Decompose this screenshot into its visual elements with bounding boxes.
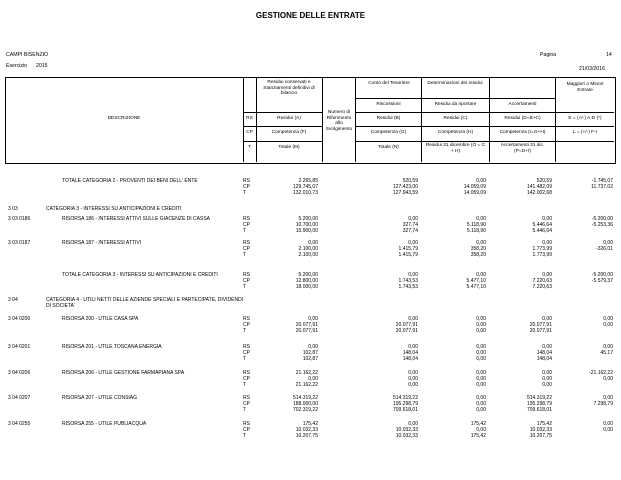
row-value: 14.059,09 (463, 184, 486, 190)
row-type: T (243, 252, 247, 258)
row-value: 15.900,00 (295, 228, 318, 234)
row-value: 0,00 (408, 344, 418, 350)
row-type: T (243, 433, 247, 439)
row-type: CP (243, 278, 250, 284)
row-value: 0,00 (542, 240, 552, 246)
row-value: 0,00 (408, 240, 418, 246)
row-type: T (243, 382, 247, 388)
row-value: 148,04 (402, 356, 418, 362)
row-value: 0,00 (603, 421, 613, 427)
row-description: TOTALE CATEGORIA 3 - INTERESSI SU ANTICIPAZIONI E CREDITI (62, 272, 218, 278)
row-description: CATEGORIA 3 - INTERESSI SU ANTICIPAZIONI E CREDITI (46, 206, 182, 212)
row-value: 0,00 (542, 216, 552, 222)
row-value: 0,00 (308, 240, 318, 246)
row-value: 102,87 (302, 356, 318, 362)
row-value: 12.800,00 (295, 278, 318, 284)
row-value: 195.298,79 (526, 401, 552, 407)
row-type: RS (243, 178, 250, 184)
row-type: RS (243, 240, 250, 246)
exercise-label: Esercizio (6, 63, 28, 69)
header-competenza-igh: Competenza (I=G+H) (499, 130, 546, 135)
row-type: CP (243, 376, 250, 382)
row-value: 5.118,90 (466, 228, 486, 234)
row-value: 21.162,22 (295, 370, 318, 376)
row-value: 5.446,64 (532, 222, 552, 228)
row-value: 10.032,33 (529, 427, 552, 433)
row-value: 1.773,99 (532, 252, 552, 258)
row-value: 142.002,68 (526, 190, 552, 196)
row-value: 0,00 (408, 272, 418, 278)
header-l-formula: L = (+/-) F-I (572, 130, 598, 135)
row-type: CP (243, 401, 250, 407)
row-value: 2.100,00 (298, 246, 318, 252)
header-riscossioni: Riscossioni (376, 102, 401, 107)
row-value: 0,00 (476, 350, 486, 356)
header-residui-c: Residui (C) (443, 116, 468, 121)
header-residui-31: Residui 31 dicembre (O = C + H) (425, 143, 486, 154)
header-conto-tesoriere: Conto del Tesoriere (368, 81, 410, 86)
row-value: 188.000,00 (292, 401, 318, 407)
header-numero-riferimento: Numero di Riferimento allo Svolgimento (325, 110, 353, 132)
row-value: 148,04 (402, 350, 418, 356)
row-value: 0,00 (476, 216, 486, 222)
row-value: 709.618,01 (392, 407, 418, 413)
header-accertamenti-31: Accertamenti 31 dic. (P=D+I) (500, 143, 545, 154)
row-value: 709.618,01 (526, 407, 552, 413)
row-type: CP (243, 322, 250, 328)
row-value: 0,00 (408, 382, 418, 388)
row-value: -326,01 (596, 246, 613, 252)
row-value: 0,00 (476, 272, 486, 278)
row-value: 0,00 (476, 407, 486, 413)
header-residui-riportare: Residui da riportare (434, 102, 477, 107)
row-value: 148,04 (536, 356, 552, 362)
row-value: 0,00 (476, 376, 486, 382)
row-description: RISORSA 200 - UTILE CASA SPA (62, 316, 139, 322)
row-value: 0,00 (542, 272, 552, 278)
row-value: 0,00 (542, 376, 552, 382)
row-type: T (243, 190, 247, 196)
row-description: RISORSA 255 - UTILE PUBLIACQUA (62, 421, 147, 427)
row-value: 0,00 (408, 421, 418, 427)
row-value: 11.737,02 (591, 184, 613, 190)
row-value: 0,00 (476, 316, 486, 322)
row-value: 175,42 (470, 421, 486, 427)
row-value: 5.118,90 (466, 222, 486, 228)
row-type: CP (243, 350, 250, 356)
row-value: 0,00 (603, 376, 613, 382)
row-value: 0,00 (308, 316, 318, 322)
exercise-year: 2015 (36, 63, 48, 69)
row-type: T (243, 328, 247, 334)
header-residui-a: Residui (A) (277, 116, 301, 121)
header-e-formula: E = (+/-) A-D (*) (568, 116, 602, 121)
row-value: 702.319,22 (292, 407, 318, 413)
row-code: 3 04 0206 (8, 370, 31, 376)
row-value: 14.059,09 (463, 190, 486, 196)
row-value: 0,00 (408, 316, 418, 322)
page-title: GESTIONE DELLE ENTRATE (255, 11, 366, 20)
row-value: 175,42 (470, 433, 486, 439)
row-code: 3 03 0187 (8, 240, 31, 246)
row-value: 10.032,33 (295, 427, 318, 433)
row-value: -5.579,37 (591, 278, 613, 284)
row-value: 514.319,22 (392, 395, 418, 401)
row-code: 3 04 0207 (8, 395, 31, 401)
row-value: 0,00 (476, 178, 486, 184)
row-value: 7.220,63 (532, 278, 552, 284)
row-value: 21.162,22 (295, 382, 318, 388)
row-value: 0,00 (476, 427, 486, 433)
row-value: 0,00 (476, 322, 486, 328)
header-descrizione: DESCRIZIONE (107, 116, 141, 121)
row-value: 327,74 (402, 222, 418, 228)
row-value: 358,20 (470, 246, 486, 252)
header-cp: CP (246, 130, 253, 135)
row-type: RS (243, 216, 250, 222)
header-totale-m: Totale (M) (278, 145, 300, 150)
row-value: 0,00 (476, 401, 486, 407)
row-value: 0,00 (408, 216, 418, 222)
row-value: 0,00 (476, 356, 486, 362)
row-value: 20.077,91 (295, 322, 318, 328)
row-value: 10.032,33 (395, 427, 418, 433)
row-value: 0,00 (603, 322, 613, 328)
page-number: 14 (606, 52, 612, 58)
row-value: 0,00 (476, 328, 486, 334)
row-type: CP (243, 184, 250, 190)
row-value: 148,04 (536, 350, 552, 356)
header-maggiori-minori: Maggiori o Minori Entrate (566, 82, 604, 93)
header-competenza-h: Competenza (H) (437, 130, 474, 135)
row-value: -5.253,36 (591, 222, 613, 228)
row-value: 520,59 (536, 178, 552, 184)
row-type: RS (243, 421, 250, 427)
row-value: 5.477,10 (466, 278, 486, 284)
row-value: 20.077,91 (295, 328, 318, 334)
row-value: 0,00 (542, 370, 552, 376)
row-description: RISORSA 206 - UTILE GESTIONE FARMAPIANA SPA (62, 370, 185, 376)
row-value: 0,00 (603, 395, 613, 401)
row-description: RISORSA 207 - UTILE CONSIAG (62, 395, 138, 401)
header-totale-n: Totale (N) (378, 145, 399, 150)
row-value: 10.207,75 (295, 433, 318, 439)
row-description: RISORSA 187 - INTERESSI ATTIVI (62, 240, 142, 246)
row-type: T (243, 356, 247, 362)
row-value: 1.415,79 (398, 246, 418, 252)
row-value: 358,20 (470, 252, 486, 258)
row-description: RISORSA 186 - INTERESSI ATTIVI SULLE GIACENZE DI CASSA (62, 216, 211, 222)
row-value: 5.477,10 (466, 284, 486, 290)
row-description: RISORSA 201 - UTILE TOSCANA ENERGIA (62, 344, 162, 350)
row-type: RS (243, 370, 250, 376)
row-value: 1.743,53 (398, 278, 418, 284)
row-value: 1.415,79 (398, 252, 418, 258)
row-value: 0,00 (308, 344, 318, 350)
row-value: 20.077,91 (529, 322, 552, 328)
row-value: -5.200,00 (591, 272, 613, 278)
row-value: 127.423,00 (392, 184, 418, 190)
row-value: 141.482,09 (526, 184, 552, 190)
row-value: 132.010,73 (292, 190, 318, 196)
row-value: 0,00 (476, 382, 486, 388)
row-value: 0,00 (603, 427, 613, 433)
row-value: 5.446,64 (532, 228, 552, 234)
row-value: 175,42 (302, 421, 318, 427)
row-value: 127.943,59 (392, 190, 418, 196)
row-value: 5.200,00 (298, 272, 318, 278)
row-value: 0,00 (542, 382, 552, 388)
row-value: 20.077,91 (529, 328, 552, 334)
row-value: 327,74 (402, 228, 418, 234)
row-type: RS (243, 344, 250, 350)
row-value: 20.077,91 (395, 328, 418, 334)
row-value: 2.265,85 (298, 178, 318, 184)
row-value: -21.162,22 (589, 370, 613, 376)
row-value: 10.700,00 (295, 222, 318, 228)
row-value: 514.319,22 (526, 395, 552, 401)
row-value: 20.077,91 (395, 322, 418, 328)
row-type: RS (243, 316, 250, 322)
row-value: 0,00 (476, 240, 486, 246)
row-value: 1.743,53 (398, 284, 418, 290)
row-value: 0,00 (603, 344, 613, 350)
row-description: TOTALE CATEGORIA 2 - PROVENTI DEI BENI DELL' ENTE (62, 178, 198, 184)
row-value: 0,00 (603, 240, 613, 246)
row-value: 520,59 (402, 178, 418, 184)
row-value: 7.220,63 (532, 284, 552, 290)
row-type: CP (243, 246, 250, 252)
row-value: -5.200,00 (591, 216, 613, 222)
row-code: 3 04 0201 (8, 344, 31, 350)
header-competenza-g: Competenza (G) (370, 130, 407, 135)
row-value: 5.200,00 (298, 216, 318, 222)
row-value: 1.773,99 (532, 246, 552, 252)
header-determinazione: Determinazioni dei residui (427, 81, 483, 86)
row-type: CP (243, 222, 250, 228)
header-residui-conservati: Residui conservati e Stanziamenti definitivi di bilancio (263, 80, 315, 97)
row-type: CP (243, 427, 250, 433)
header-residui-dbc: Residui (D=B+C) (504, 116, 541, 121)
row-value: 175,42 (536, 421, 552, 427)
header-accertamenti: Accertamenti (508, 102, 537, 107)
row-value: 0,00 (476, 344, 486, 350)
entity-name: CAMPI BISENZIO (6, 52, 49, 58)
row-value: 10.207,75 (529, 433, 552, 439)
row-code: 3 04 0255 (8, 421, 31, 427)
row-value: 102,87 (302, 350, 318, 356)
row-type: RS (243, 272, 250, 278)
row-value: 0,00 (308, 376, 318, 382)
row-value: 0,00 (542, 344, 552, 350)
row-value: -1.745,07 (591, 178, 613, 184)
row-value: 0,00 (476, 370, 486, 376)
row-value: 129.745,07 (292, 184, 318, 190)
row-description: CATEGORIA 4 - UTILI NETTI DELLE AZIENDE SPECIALI E PARTECIPATE, DIVIDENDI DI SOCIETA' (46, 297, 244, 309)
page-label: Pagina (540, 52, 557, 58)
row-code: 3 04 0200 (8, 316, 31, 322)
row-code: 3 03 0186 (8, 216, 31, 222)
row-value: 45,17 (600, 350, 613, 356)
row-type: T (243, 284, 247, 290)
row-type: T (243, 228, 247, 234)
report-date: 21/03/2016 (579, 66, 605, 72)
row-value: 0,00 (603, 316, 613, 322)
row-type: RS (243, 395, 250, 401)
header-rs: RS (246, 116, 253, 121)
row-value: 2.100,00 (298, 252, 318, 258)
row-code: 3 03 (8, 206, 18, 212)
row-value: 18.000,00 (295, 284, 318, 290)
header-residui-b: Residui (B) (376, 116, 401, 121)
row-value: 7.298,79 (593, 401, 613, 407)
row-code: 3 04 (8, 297, 18, 303)
row-value: 10.032,33 (395, 433, 418, 439)
row-value: 0,00 (542, 316, 552, 322)
row-value: 514.319,22 (292, 395, 318, 401)
header-competenza-f: Competenza (F) (271, 130, 307, 135)
row-type: T (243, 407, 247, 413)
header-t: T (248, 145, 251, 150)
row-value: 195.298,79 (392, 401, 418, 407)
row-value: 0,00 (476, 395, 486, 401)
row-value: 0,00 (408, 376, 418, 382)
row-value: 0,00 (408, 370, 418, 376)
